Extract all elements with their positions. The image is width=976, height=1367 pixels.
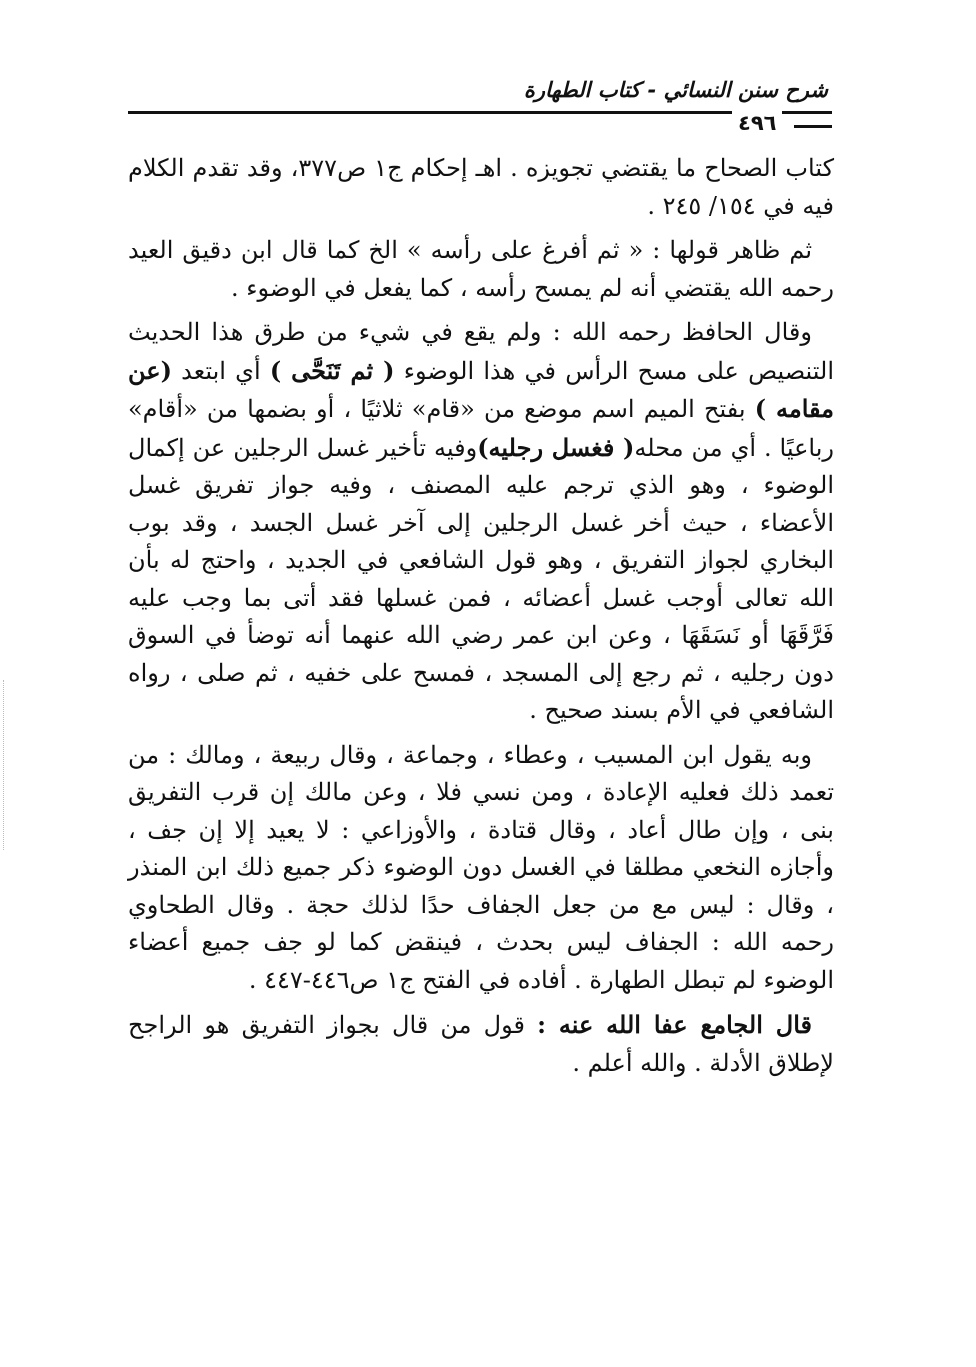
text-segment: وقال الحافظ رحمه الله : ولم يقع في شيء من طرق هذا الحديث التنصيص على مسح الرأس في هذا الوضوء — [128, 318, 834, 385]
running-title: شرح سنن النسائي - كتاب الطهارة — [523, 78, 828, 102]
paragraph — [128, 150, 834, 225]
paragraph — [128, 1006, 834, 1082]
text-segment: وبه يقول ابن المسيب ، وعطاء ، وجماعة ، وقال ربيعة ، ومالك : من تعمد ذلك فعليه الإعادة ، ومن نسي فلا ، وعن مالك إن قرب التفريق بنى ، وإن طال أعاد ، وقال قتادة ، والأوزاعي : لا يعيد إلا إن جف ، وأجازه النخعي مطلقا في الغسل دون الوضوء ذكر جميع ذلك ابن المنذر ، وقال : ليس مع من جعل الجفاف حدًا لذلك حجة . وقال الطحاوي رحمه الله : الجفاف ليس بحدث ، فينقض كما لو جف جميع أعضاء الوضوء لم تبطل الطهارة . أفاده في الفتح ج١ ص٤٤٦-٤٤٧ . — [128, 740, 834, 994]
text-segment: كتاب الصحاح ما يقتضي تجويزه . اهـ إحكام ج١ ص٣٧٧، وقد تقدم الكلام فيه في ١٥٤/ ٢٤٥ . — [128, 154, 834, 220]
scan-margin-marks — [3, 680, 8, 850]
paragraph — [128, 232, 834, 307]
bold-phrase: (عن مقامه ) — [128, 355, 834, 423]
text-segment: ثم ظاهر قولها : « ثم أفرغ على رأسه » الخ كما قال ابن دقيق العيد رحمه الله يقتضي أنه لم يمسح رأسه ، كما يفعل في الوضوء . — [128, 236, 834, 302]
text-segment: وفيه تأخير غسل الرجلين عن إكمال الوضوء ، وهو الذي ترجم عليه المصنف ، وفيه جواز تفريق غسل الأعضاء ، حيث أخر غسل الرجلين إلى آخر غسل الجسد ، وقد بوب البخاري لجواز التفريق ، وهو قول الشافعي في الجديد ، واحتج له بأن الله تعالى أوجب غسل أعضائه ، فمن غسلها فقد أتى بما وجب عليه فَرَّقَهَا أو نَسَقَهَا ، وعن ابن عمر رضي الله عنهما أنه توضأ في السوق دون رجليه ، ثم رجع إلى المسجد ، فمسح على خفيه ، ثم صلى ، رواه الشافعي في الأم بسند صحيح . — [128, 433, 834, 724]
paragraph — [128, 737, 834, 1000]
page-number: ٤٩٦ — [732, 111, 782, 135]
text-segment: أي ابتعد — [171, 356, 270, 385]
page-body — [128, 150, 834, 1089]
page-number-area — [690, 111, 832, 139]
text-segment: بفتح الميم اسم موضع من «قام» ثلاثيًا ، أو بضمها من «أقام» رباعيًا . أي من محله — [128, 395, 835, 462]
bold-phrase: ( فغسل رجليه) — [477, 432, 635, 462]
text-segment: قول من قال بجواز التفريق هو الراجح لإطلاق الأدلة . والله أعلم . — [128, 1011, 834, 1077]
bold-phrase: ( ثم تَنَحَّى ) — [269, 355, 395, 385]
paragraph — [128, 314, 834, 730]
page-number-dash — [794, 125, 832, 128]
bold-phrase: قال الجامع عفا الله عنه : — [537, 1010, 812, 1039]
